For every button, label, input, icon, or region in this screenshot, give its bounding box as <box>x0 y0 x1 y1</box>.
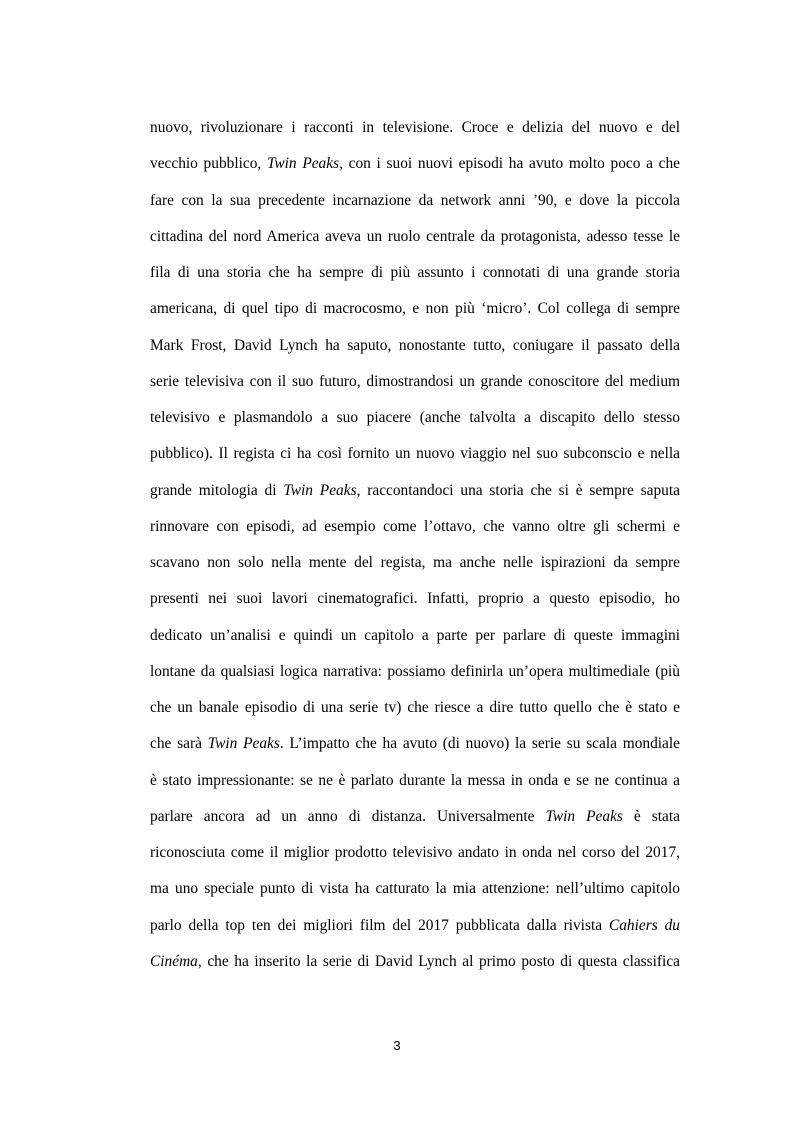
text-line <box>150 908 680 944</box>
text-line <box>150 763 680 799</box>
text-run: che sarà <box>150 735 208 753</box>
text-line <box>150 654 680 690</box>
text-line <box>150 618 680 654</box>
text-run: fila di una storia che ha sempre di più assunto i connotati di una grande storia <box>150 264 680 281</box>
italic-title: Twin Peaks <box>207 735 280 753</box>
text-run: pubblico). Il regista ci ha così fornito un nuovo viaggio nel suo subconscio e nella <box>150 445 680 463</box>
text-line <box>150 219 680 255</box>
text-line <box>150 545 680 581</box>
text-line <box>150 364 680 400</box>
text-run: lontane da qualsiasi logica narrativa: possiamo definirla un’opera multimediale (più <box>150 662 680 680</box>
text-run: parlare ancora ad un anno di distanza. Universalmente <box>150 807 546 825</box>
text-run: cittadina del nord America aveva un ruolo centrale da protagonista, adesso tesse le <box>150 227 680 245</box>
text-line <box>150 871 680 907</box>
text-run: fare con la sua precedente incarnazione da network anni ’90, e dove la piccola <box>150 191 680 209</box>
text-line <box>150 944 680 980</box>
text-run: presenti nei suoi lavori cinematografici. Infatti, proprio a questo episodio, ho <box>150 590 680 608</box>
italic-title: Twin Peaks <box>283 481 357 499</box>
text-line <box>150 690 680 726</box>
text-line <box>150 400 680 436</box>
text-run: , che ha inserito la serie di David Lynch al primo posto di questa classifica <box>197 952 680 970</box>
text-run: ma uno speciale punto di vista ha catturato la mia attenzione: nell’ultimo capitolo <box>150 880 680 898</box>
text-line <box>150 328 680 364</box>
text-line <box>150 509 680 545</box>
italic-title: Twin Peaks <box>545 807 623 825</box>
text-run: americana, di quel tipo di macrocosmo, e non più ‘micro’. Col collega di sempre <box>150 300 680 318</box>
text-run: rinnovare con episodi, ad esempio come l’ottavo, che vanno oltre gli schermi e <box>150 517 680 535</box>
text-line <box>150 255 680 291</box>
body-paragraph <box>150 110 680 980</box>
text-line <box>150 183 680 219</box>
text-run: televisivo e plasmandolo a suo piacere (anche talvolta a discapito dello stesso <box>150 409 680 426</box>
text-run: , con i suoi nuovi episodi ha avuto molto poco a che <box>339 155 681 173</box>
text-line <box>150 726 680 762</box>
text-run: che un banale episodio di una serie tv) che riesce a dire tutto quello che è stato e <box>150 699 680 716</box>
text-line <box>150 799 680 835</box>
page-number: 3 <box>393 1038 401 1053</box>
italic-title: Cahiers du <box>608 916 681 934</box>
text-run: grande mitologia di <box>150 481 284 499</box>
text-run: . L’impatto che ha avuto (di nuovo) la serie su scala mondiale <box>279 735 680 753</box>
text-run: vecchio pubblico, <box>150 155 267 173</box>
text-line <box>150 146 680 182</box>
text-run: è stata <box>622 807 680 825</box>
italic-title: Twin Peaks <box>266 155 340 173</box>
text-run: serie televisiva con il suo futuro, dimostrandosi un grande conoscitore del medium <box>150 372 680 390</box>
text-line <box>150 581 680 617</box>
text-run: nuovo, rivoluzionare i racconti in televisione. Croce e delizia del nuovo e del <box>150 119 680 136</box>
text-run: , raccontandoci una storia che si è sempre saputa <box>356 481 680 499</box>
text-run: è stato impressionante: se ne è parlato durante la messa in onda e se ne continua a <box>150 771 680 789</box>
italic-title: Cinéma <box>150 952 198 970</box>
text-run: Mark Frost, David Lynch ha saputo, nonostante tutto, coniugare il passato della <box>150 336 680 354</box>
text-line <box>150 291 680 327</box>
text-run: scavano non solo nella mente del regista, ma anche nelle ispirazioni da sempre <box>150 554 680 571</box>
text-line <box>150 436 680 472</box>
text-run: parlo della top ten dei migliori film del 2017 pubblicata dalla rivista <box>150 916 609 934</box>
text-line <box>150 473 680 509</box>
text-run: dedicato un’analisi e quindi un capitolo a parte per parlare di queste immagini <box>150 626 680 644</box>
text-run: riconosciuta come il miglior prodotto televisivo andato in onda nel corso del 2017, <box>150 844 680 861</box>
text-line <box>150 835 680 871</box>
text-line <box>150 110 680 146</box>
